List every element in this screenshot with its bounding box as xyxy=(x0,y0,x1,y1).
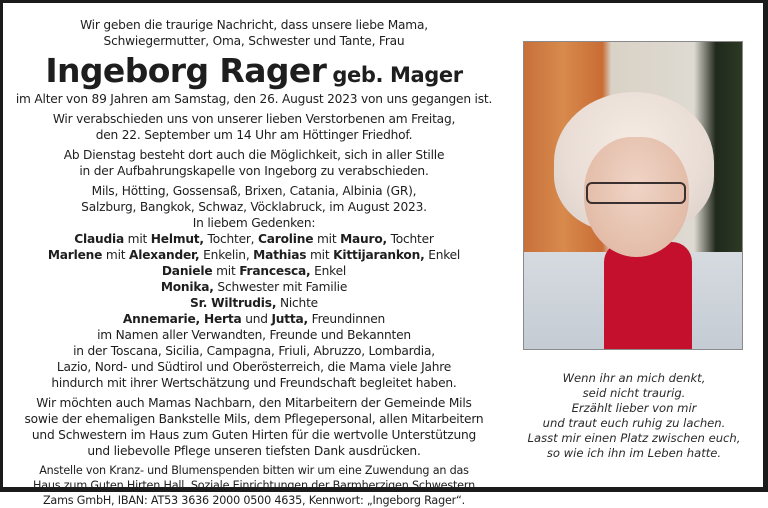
poem-line: seid nicht traurig. xyxy=(582,386,686,400)
mourner-name: Claudia xyxy=(74,232,124,246)
thanks-line: und Schwestern im Haus zum Guten Hirten für die wertvolle Unterstützung xyxy=(31,428,477,442)
mourner-relation: Enkel xyxy=(310,264,347,278)
mourner-name: Mathias xyxy=(253,248,307,262)
mourner-name: Caroline xyxy=(258,232,314,246)
mourners-closing-line: im Namen aller Verwandten, Freunde und Bekannten xyxy=(97,328,411,342)
mourners-closing-line: hindurch mit ihrer Wertschätzung und Freundschaft begleitet haben. xyxy=(51,376,457,390)
poem-line: und traut euch ruhig zu lachen. xyxy=(542,416,726,430)
mourner-line xyxy=(9,311,499,327)
mourner-relation: Schwester mit Familie xyxy=(213,280,348,294)
donation-line: Haus zum Guten Hirten Hall, Soziale Einrichtungen der Barmherzigen Schwestern xyxy=(33,479,475,492)
mourner-relation: mit xyxy=(212,264,240,278)
mourner-name: Helmut, xyxy=(150,232,204,246)
mourner-name: Mauro, xyxy=(340,232,387,246)
intro-line: Schwiegermutter, Oma, Schwester und Tante, Frau xyxy=(103,34,405,48)
donation-section xyxy=(9,463,499,508)
funeral-line: Wir verabschieden uns von unserer lieben Verstorbenen am Freitag, xyxy=(52,112,456,126)
poem-line: Wenn ihr an mich denkt, xyxy=(562,371,706,385)
thanks-line: sowie der ehemaligen Bankstelle Mils, dem Pflegepersonal, allen Mitarbeitern xyxy=(24,412,484,426)
deceased-name-heading xyxy=(9,51,499,91)
mourner-relation: mit xyxy=(313,232,341,246)
viewing-line: in der Aufbahrungskapelle von Ingeborg zu verabschieden. xyxy=(79,164,429,178)
donation-line: Zams GmbH, IBAN: AT53 3636 2000 0500 4635, Kennwort: „Ingeborg Rager“. xyxy=(42,494,466,507)
mourner-relation: mit xyxy=(306,248,334,262)
mourner-relation: und xyxy=(241,312,272,326)
funeral-line: den 22. September um 14 Uhr am Höttinger Friedhof. xyxy=(95,128,413,142)
mourner-name: Alexander, xyxy=(129,248,200,262)
poem-line: Lasst mir einen Platz zwischen euch, xyxy=(527,431,741,445)
poem-line: Erzählt lieber von mir xyxy=(571,401,697,415)
places-line: Salzburg, Bangkok, Schwaz, Vöcklabruck, im August 2023. xyxy=(81,200,427,214)
photo-sweater xyxy=(604,242,692,350)
thanks-line: und liebevolle Pflege unseren tiefsten Dank ausdrücken. xyxy=(87,444,421,458)
mourner-relation: mit xyxy=(123,232,151,246)
mourners-closing-line: Lazio, Nord- und Südtirol und Oberösterreich, die Mama viele Jahre xyxy=(56,360,452,374)
mourner-relation: Tochter, xyxy=(203,232,259,246)
mourner-relation: Enkelin, xyxy=(199,248,254,262)
places-line: Mils, Hötting, Gossensaß, Brixen, Catania, Albinia (GR), xyxy=(91,184,417,198)
mourner-line xyxy=(9,279,499,295)
mourner-list xyxy=(9,231,499,327)
mourner-name: Sr. Wiltrudis, xyxy=(190,296,277,310)
memorial-poem xyxy=(503,371,765,461)
mourner-relation: Freundinnen xyxy=(308,312,386,326)
mourner-name: Daniele xyxy=(161,264,213,278)
mourner-name: Marlene xyxy=(47,248,103,262)
viewing-info xyxy=(9,147,499,179)
obituary-text-column xyxy=(9,13,499,508)
thanks-line: Wir möchten auch Mamas Nachbarn, den Mitarbeitern der Gemeinde Mils xyxy=(36,396,472,410)
intro-line: Wir geben die traurige Nachricht, dass unsere liebe Mama, xyxy=(80,18,428,32)
mourner-relation: mit xyxy=(102,248,130,262)
mourner-relation: Enkel xyxy=(424,248,461,262)
mourners-heading: In liebem Gedenken: xyxy=(192,216,316,230)
funeral-info xyxy=(9,111,499,143)
mourner-line xyxy=(9,247,499,263)
donation-line: Anstelle von Kranz- und Blumenspenden bitten wir um eine Zuwendung an das xyxy=(39,464,469,477)
birth-name: geb. Mager xyxy=(332,63,463,87)
death-notice: im Alter von 89 Jahren am Samstag, den 26. August 2023 von uns gegangen ist. xyxy=(15,92,493,106)
mourner-name: Jutta, xyxy=(271,312,308,326)
deceased-name: Ingeborg Rager xyxy=(45,51,327,90)
places-info xyxy=(9,183,499,215)
mourners-closing-line: in der Toscana, Sicilia, Campagna, Friuli, Abruzzo, Lombardia, xyxy=(73,344,435,358)
mourner-line xyxy=(9,231,499,247)
portrait-photo xyxy=(523,41,743,350)
mourner-name: Francesca, xyxy=(239,264,311,278)
mourner-line xyxy=(9,295,499,311)
photo-glasses xyxy=(586,182,686,204)
intro-text xyxy=(9,17,499,49)
mourner-name: Annemarie, Herta xyxy=(122,312,242,326)
poem-line: so wie ich ihn im Leben hatte. xyxy=(546,446,722,460)
mourner-name: Kittijarankon, xyxy=(333,248,425,262)
viewing-line: Ab Dienstag besteht dort auch die Möglichkeit, sich in aller Stille xyxy=(63,148,445,162)
thanks-section xyxy=(9,395,499,459)
mourner-relation: Tochter xyxy=(386,232,434,246)
mourner-relation: Nichte xyxy=(276,296,318,310)
mourner-line xyxy=(9,263,499,279)
mourners-section xyxy=(9,215,499,391)
mourner-name: Monika, xyxy=(160,280,214,294)
